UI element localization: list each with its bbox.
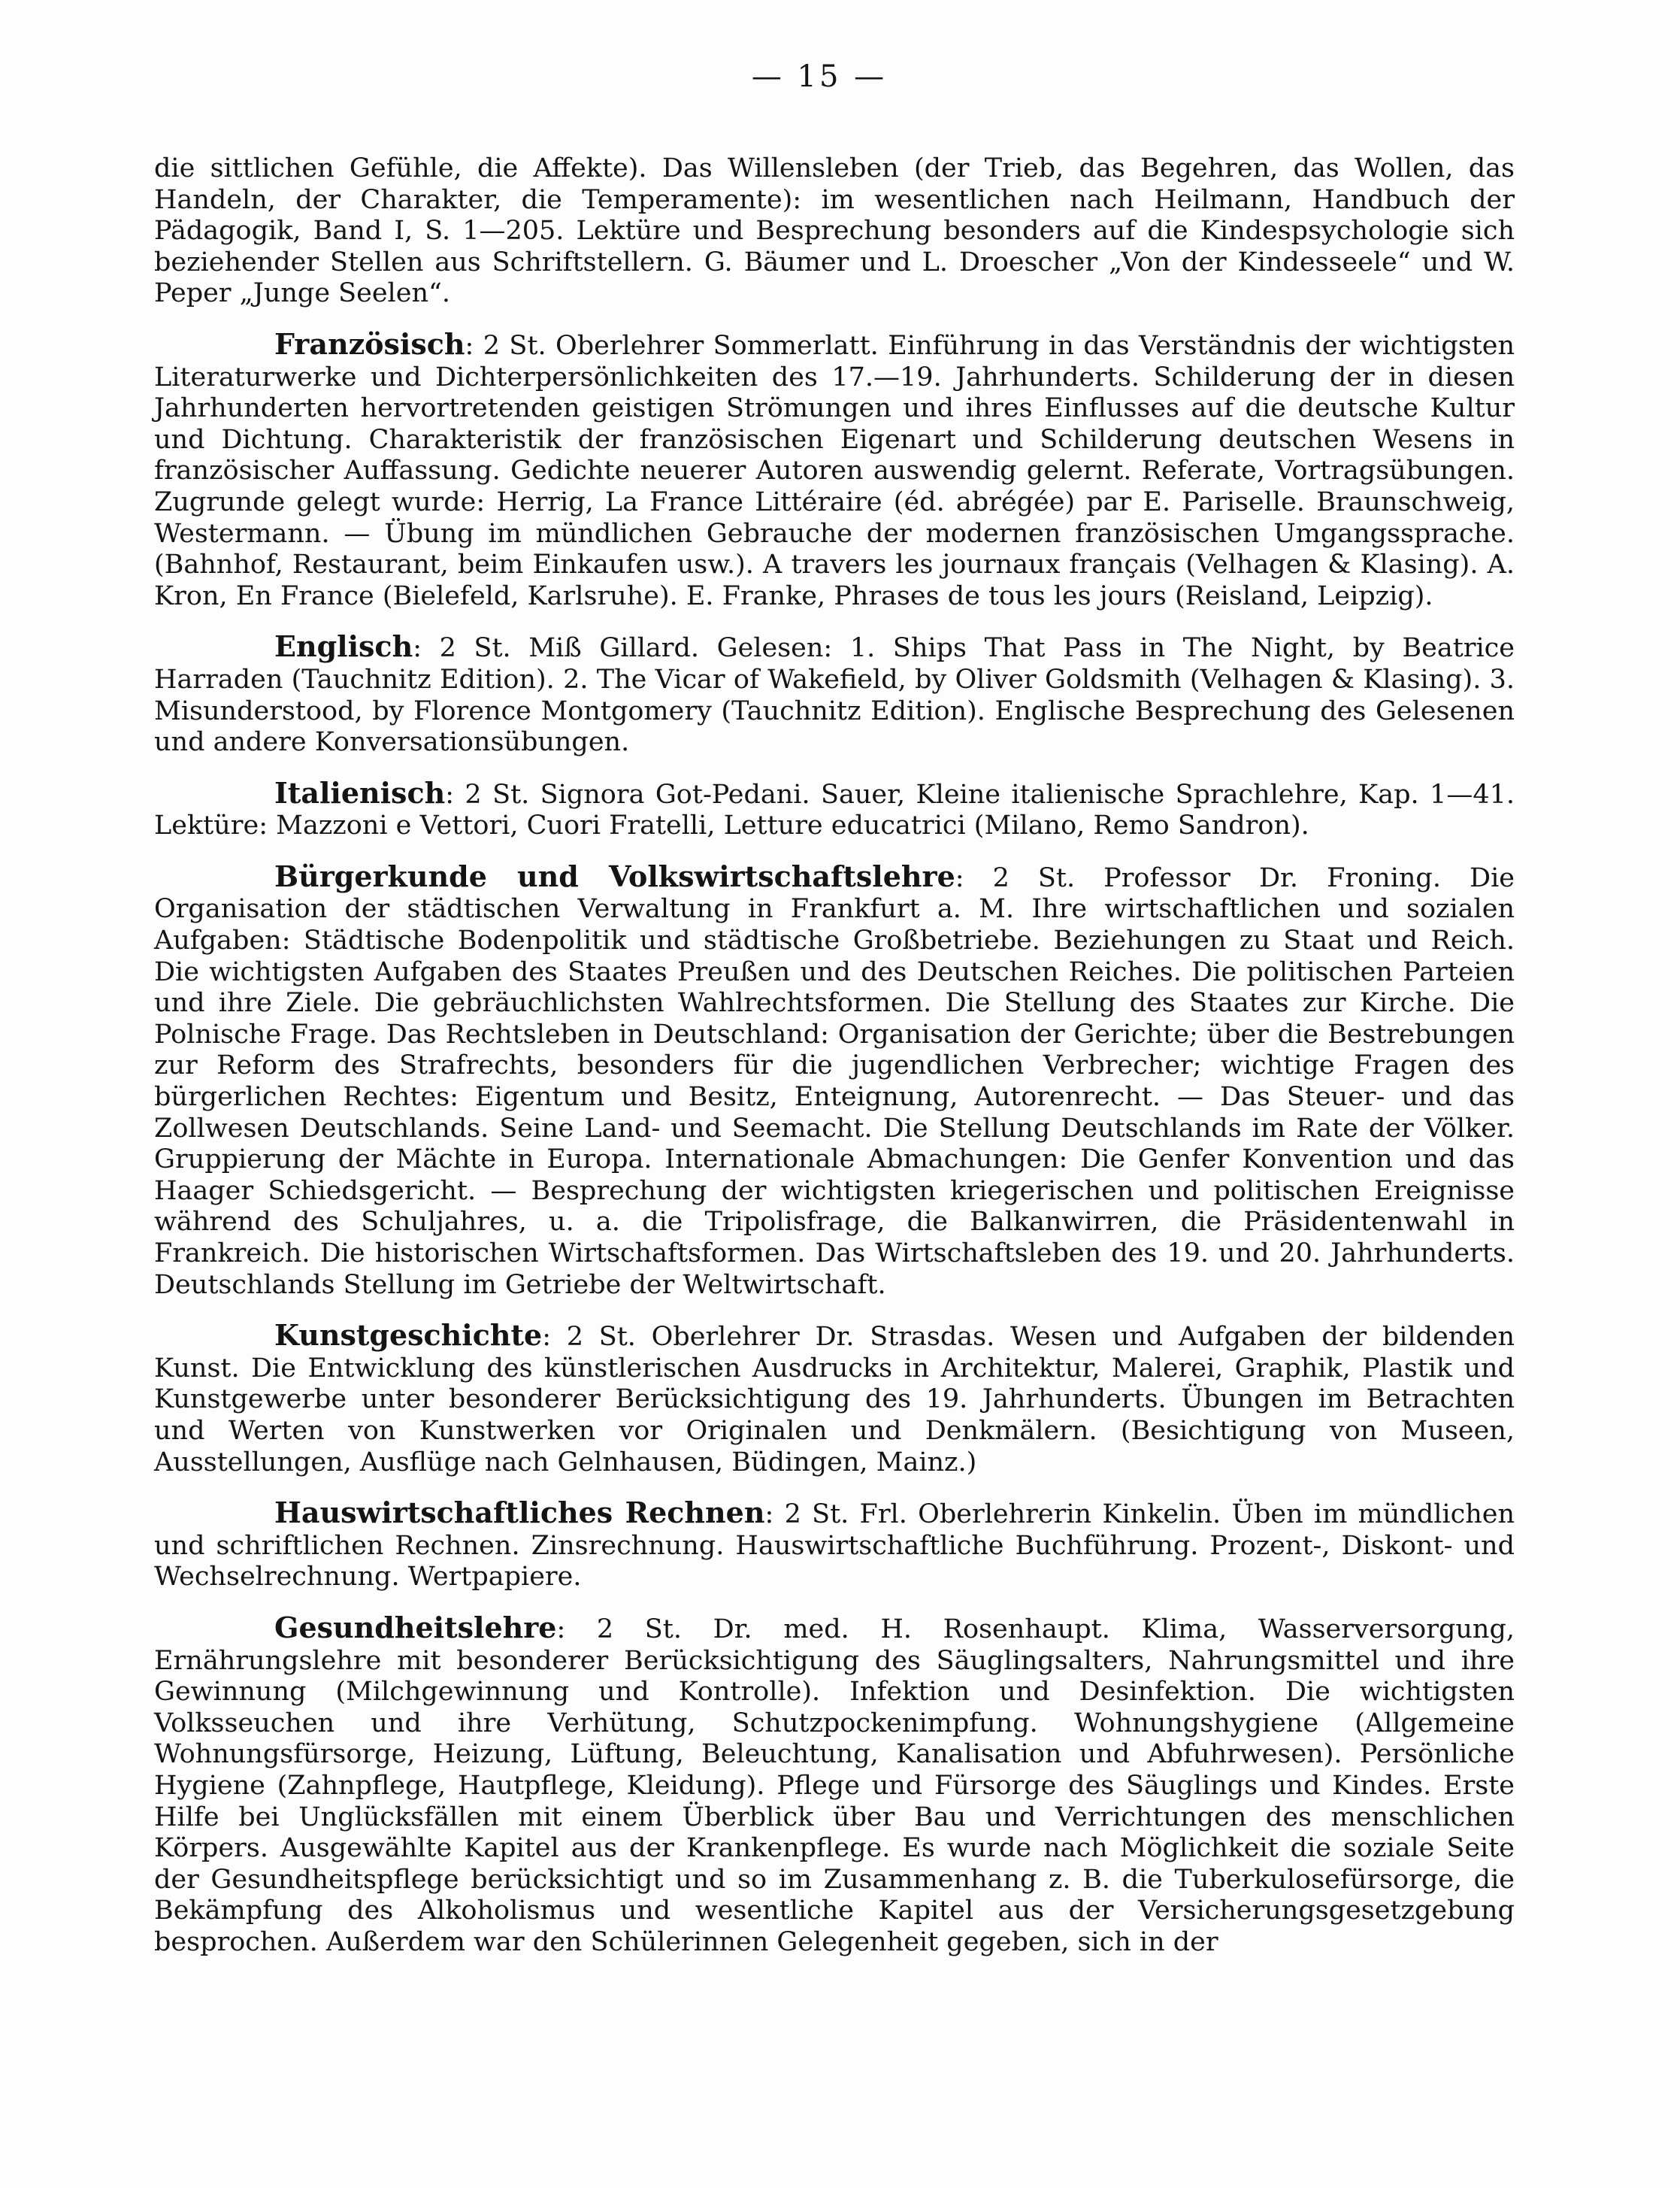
- section-italienisch: [154, 777, 1515, 842]
- section-heading: Gesundheitslehre: [274, 1610, 557, 1644]
- document-page: [154, 53, 1515, 2158]
- section-heading: Bürgerkunde und Volkswirtschaftslehre: [274, 859, 955, 893]
- section-englisch: [154, 631, 1515, 758]
- section-heading: Hauswirtschaftliches Rechnen: [274, 1496, 765, 1530]
- section-text: : 2 St. Miß Gillard. Gelesen: 1. Ships That Pass in The Night, by Beatrice Harraden (Tauchnitz Edition). 2. The Vicar of Wakefield, by Oliver Goldsmith (Velhagen & Klasing). 3. Misunderstood, by Florence Montgomery (Tauchnitz Edition). Englische Besprechung des Gelesenen und andere Konversationsübungen.: [154, 633, 1515, 758]
- section-text: : 2 St. Oberlehrer Dr. Strasdas. Wesen und Aufgaben der bildenden Kunst. Die Entwicklung des künstlerischen Ausdrucks in Architektur, Malerei, Graphik, Plastik und Kunstgewerbe unter besonderer Berücksichtigung des 19. Jahrhunderts. Übungen im Betrachten und Werten von Kunstwerken vor Originalen und Denkmälern. (Besichtigung von Museen, Ausstellungen, Ausflüge nach Gelnhausen, Büdingen, Mainz.): [154, 1322, 1515, 1477]
- section-buergerkunde: [154, 861, 1515, 1301]
- section-text: : 2 St. Dr. med. H. Rosenhaupt. Klima, Wasserversorgung, Ernährungslehre mit besonderer Berücksichtigung des Säuglingsalters, Nahrungsmittel und ihre Gewinnung (Milchgewinnung und Kontrolle). Infektion und Desinfektion. Die wichtigsten Volksseuchen und ihre Verhütung, Schutzpockenimpfung. Wohnungshygiene (Allgemeine Wohnungsfürsorge, Heizung, Lüftung, Beleuchtung, Kanalisation und Abfuhrwesen). Persönliche Hygiene (Zahnpflege, Hautpflege, Kleidung). Pflege und Fürsorge des Säuglings und Kindes. Erste Hilfe bei Unglücksfällen mit einem Überblick über Bau und Verrichtungen des menschlichen Körpers. Ausgewählte Kapitel aus der Krankenpflege. Es wurde nach Möglichkeit die soziale Seite der Gesundheitspflege berücksichtigt und so im Zusammenhang z. B. die Tuberkulosefürsorge, die Bekämpfung des Alkoholismus und wesentliche Kapitel aus der Versicherungsgesetzgebung besprochen. Außerdem war den Schülerinnen Gelegenheit gegeben, sich in der: [154, 1614, 1515, 1957]
- page-number: — 15 —: [751, 59, 888, 94]
- section-heading: Französisch: [274, 326, 465, 361]
- section-franzoesisch: [154, 326, 1515, 612]
- section-text: : 2 St. Frl. Oberlehrerin Kinkelin. Üben im mündlichen und schriftlichen Rechnen. Zinsrechnung. Hauswirtschaftliche Buchführung. Prozent-, Diskont- und Wechselrechnung. Wertpapiere.: [154, 1499, 1515, 1593]
- intro-text: die sittlichen Gefühle, die Affekte). Das Willensleben (der Trieb, das Begehren, das Wollen, das Handeln, der Charakter, die Temperamente): im wesentlichen nach Heilmann, Handbuch der Pädagogik, Band I, S. 1—205. Lektüre und Besprechung besonders auf die Kindespsychologie sich beziehender Stellen aus Schriftstellern. G. Bäumer und L. Droescher „Von der Kindesseele“ und W. Peper „Junge Seelen“.: [154, 153, 1515, 309]
- section-kunstgeschichte: [154, 1320, 1515, 1478]
- section-heading: Kunstgeschichte: [274, 1318, 543, 1353]
- section-text: : 2 St. Professor Dr. Froning. Die Organisation der städtischen Verwaltung in Frankfurt a. M. Ihre wirtschaftlichen und sozialen Aufgaben: Städtische Bodenpolitik und städtische Großbetriebe. Beziehungen zu Staat und Reich. Die wichtigsten Aufgaben des Staates Preußen und des Deutschen Reiches. Die politischen Parteien und ihre Ziele. Die gebräuchlichsten Wahlrechtsformen. Die Stellung des Staates zur Kirche. Die Polnische Frage. Das Rechtsleben in Deutschland: Organisation der Gerichte; über die Bestrebungen zur Reform des Strafrechts, besonders für die jugendlichen Verbrecher; wichtige Fragen des bürgerlichen Rechtes: Eigentum und Besitz, Enteignung, Autorenrecht. — Das Steuer- und das Zollwesen Deutschlands. Seine Land- und Seemacht. Die Stellung Deutschlands im Rate der Völker. Gruppierung der Mächte in Europa. Internationale Abmachungen: Die Genfer Konvention und das Haager Schiedsgericht. — Besprechung der wichtigsten kriegerischen und politischen Ereignisse während des Schuljahres, u. a. die Tripolisfrage, die Balkanwirren, die Präsidentenwahl in Frankreich. Die historischen Wirtschaftsformen. Das Wirtschaftsleben des 19. und 20. Jahrhunderts. Deutschlands Stellung im Getriebe der Weltwirtschaft.: [154, 862, 1515, 1300]
- section-heading: Englisch: [274, 629, 413, 664]
- section-gesundheitslehre: [154, 1612, 1515, 1959]
- section-text: : 2 St. Oberlehrer Sommerlatt. Einführung in das Verständnis der wichtigsten Literaturwerke und Dichterpersönlichkeiten des 17.—19. Jahrhunderts. Schilderung der in diesen Jahrhunderten hervortretenden geistigen Strömungen und ihres Einflusses auf die deutsche Kultur und Dichtung. Charakteristik der französischen Eigenart und Schilderung deutschen Wesens in französischer Auffassung. Gedichte neuerer Autoren auswendig gelernt. Referate, Vortragsübungen. Zugrunde gelegt wurde: Herrig, La France Littéraire (éd. abrégée) par E. Pariselle. Braunschweig, Westermann. — Übung im mündlichen Gebrauche der modernen französischen Umgangssprache. (Bahnhof, Restaurant, beim Einkaufen usw.). A travers les journaux français (Velhagen & Klasing). A. Kron, En France (Bielefeld, Karlsruhe). E. Franke, Phrases de tous les jours (Reisland, Leipzig).: [154, 330, 1515, 611]
- section-heading: Italienisch: [274, 775, 446, 810]
- section-text: : 2 St. Signora Got-Pedani. Sauer, Kleine italienische Sprachlehre, Kap. 1—41. Lektüre: Mazzoni e Vettori, Cuori Fratelli, Letture educatrici (Milano, Remo Sandron).: [154, 779, 1515, 841]
- section-hauswirtschaftliches-rechnen: [154, 1497, 1515, 1593]
- intro-paragraph: [154, 153, 1515, 310]
